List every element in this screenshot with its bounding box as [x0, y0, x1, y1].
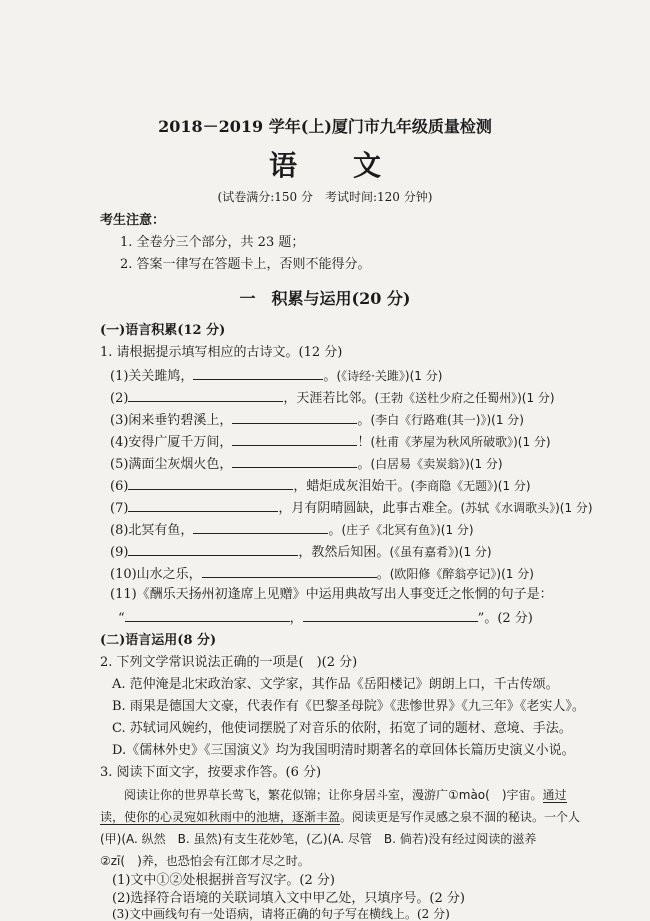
- poem-item: (3)闲来垂钓碧溪上， 。(李白《行路难(其一)》)(1 分): [110, 410, 524, 430]
- poem-item: (4)安得广厦千万间， ！(杜甫《茅屋为秋风所破歌》)(1 分): [110, 432, 551, 452]
- part-heading: (二)语言运用(8 分): [100, 633, 217, 648]
- notice-item: 1. 全卷分三个部分，共 23 题；: [120, 235, 305, 250]
- passage-line: 读，使你的心灵宛如秋雨中的池塘，逐渐丰盈。阅读更是写作灵感之泉不涸的秘诀。一个人: [100, 810, 581, 824]
- question-2: 2. 下列文学常识说法正确的一项是( )(2 分): [100, 655, 358, 670]
- poem-item-11: (11)《酬乐天扬州初逢席上见赠》中运用典故写出人事变迁之怅惘的句子是：: [110, 587, 553, 602]
- poem-item: (1)关关雎鸠， 。(《诗经·关雎》)(1 分): [110, 366, 442, 386]
- poem-item: (10)山水之乐， 。(欧阳修《醉翁亭记》)(1 分): [110, 564, 534, 584]
- poem-item-11-answer: “ ， ”。(2 分): [118, 608, 533, 628]
- notice-item: 2. 答案一律写在答题卡上，否则不能得分。: [120, 257, 371, 272]
- option: B. 雨果是德国大文豪，代表作有《巴黎圣母院》《悲惨世界》《九三年》《老实人》。: [112, 699, 585, 714]
- question-3: 3. 阅读下面文字，按要求作答。(6 分): [100, 765, 322, 780]
- poem-item: (2) ，天涯若比邻。(王勃《送杜少府之任蜀州》)(1 分): [110, 388, 555, 408]
- passage-line: (甲)(A. 纵然 B. 虽然)有支生花妙笔，(乙)(A. 尽管 B. 倘若)没有经过阅读的滋养: [100, 832, 537, 846]
- poem-item: (5)满面尘灰烟火色， 。(白居易《卖炭翁》)(1 分): [110, 454, 503, 474]
- sub-question: (3)文中画线句有一处语病，请将正确的句子写在横线上。(2 分): [112, 907, 450, 921]
- option: C. 苏轼词风婉约，他使词摆脱了对音乐的依附，拓宽了词的题材、意境、手法。: [112, 721, 572, 736]
- question-1: 1. 请根据提示填写相应的古诗文。(12 分): [100, 345, 343, 360]
- option: D.《儒林外史》《三国演义》均为我国明清时期著名的章回体长篇历史演义小说。: [112, 743, 575, 758]
- option: A. 范仲淹是北宋政治家、文学家，其作品《岳阳楼记》朗朗上口，千古传颂。: [112, 677, 559, 692]
- part-heading: (一)语言积累(12 分): [100, 323, 226, 338]
- notice-heading: 考生注意：: [100, 213, 166, 228]
- subject-title: 语 文: [268, 149, 381, 182]
- section-title: 一 积累与运用(20 分): [239, 289, 411, 308]
- poem-item: (9) ，教然后知困。(《虽有嘉肴》)(1 分): [110, 542, 492, 562]
- poem-item: (7) ，月有阴晴圆缺，此事古难全。(苏轼《水调歌头》)(1 分): [110, 498, 593, 518]
- passage-line: 阅读让你的世界草长莺飞，繁花似锦；让你身居斗室，漫游广①mào( )宇宙。通过: [100, 788, 567, 802]
- poem-item: (6) ，蜡炬成灰泪始干。(李商隐《无题》)(1 分): [110, 476, 531, 496]
- exam-title: 2018－2019 学年(上)厦门市九年级质量检测: [158, 117, 492, 136]
- poem-item: (8)北冥有鱼， 。(庄子《北冥有鱼》)(1 分): [110, 520, 474, 540]
- passage-line: ②zī( )养，也恐怕会有江郎才尽之时。: [100, 854, 310, 868]
- sub-question: (1)文中①②处根据拼音写汉字。(2 分): [112, 873, 335, 888]
- sub-question: (2)选择符合语境的关联词填入文中甲乙处，只填序号。(2 分): [112, 891, 465, 906]
- exam-meta: (试卷满分:150 分 考试时间:120 分钟): [217, 190, 433, 204]
